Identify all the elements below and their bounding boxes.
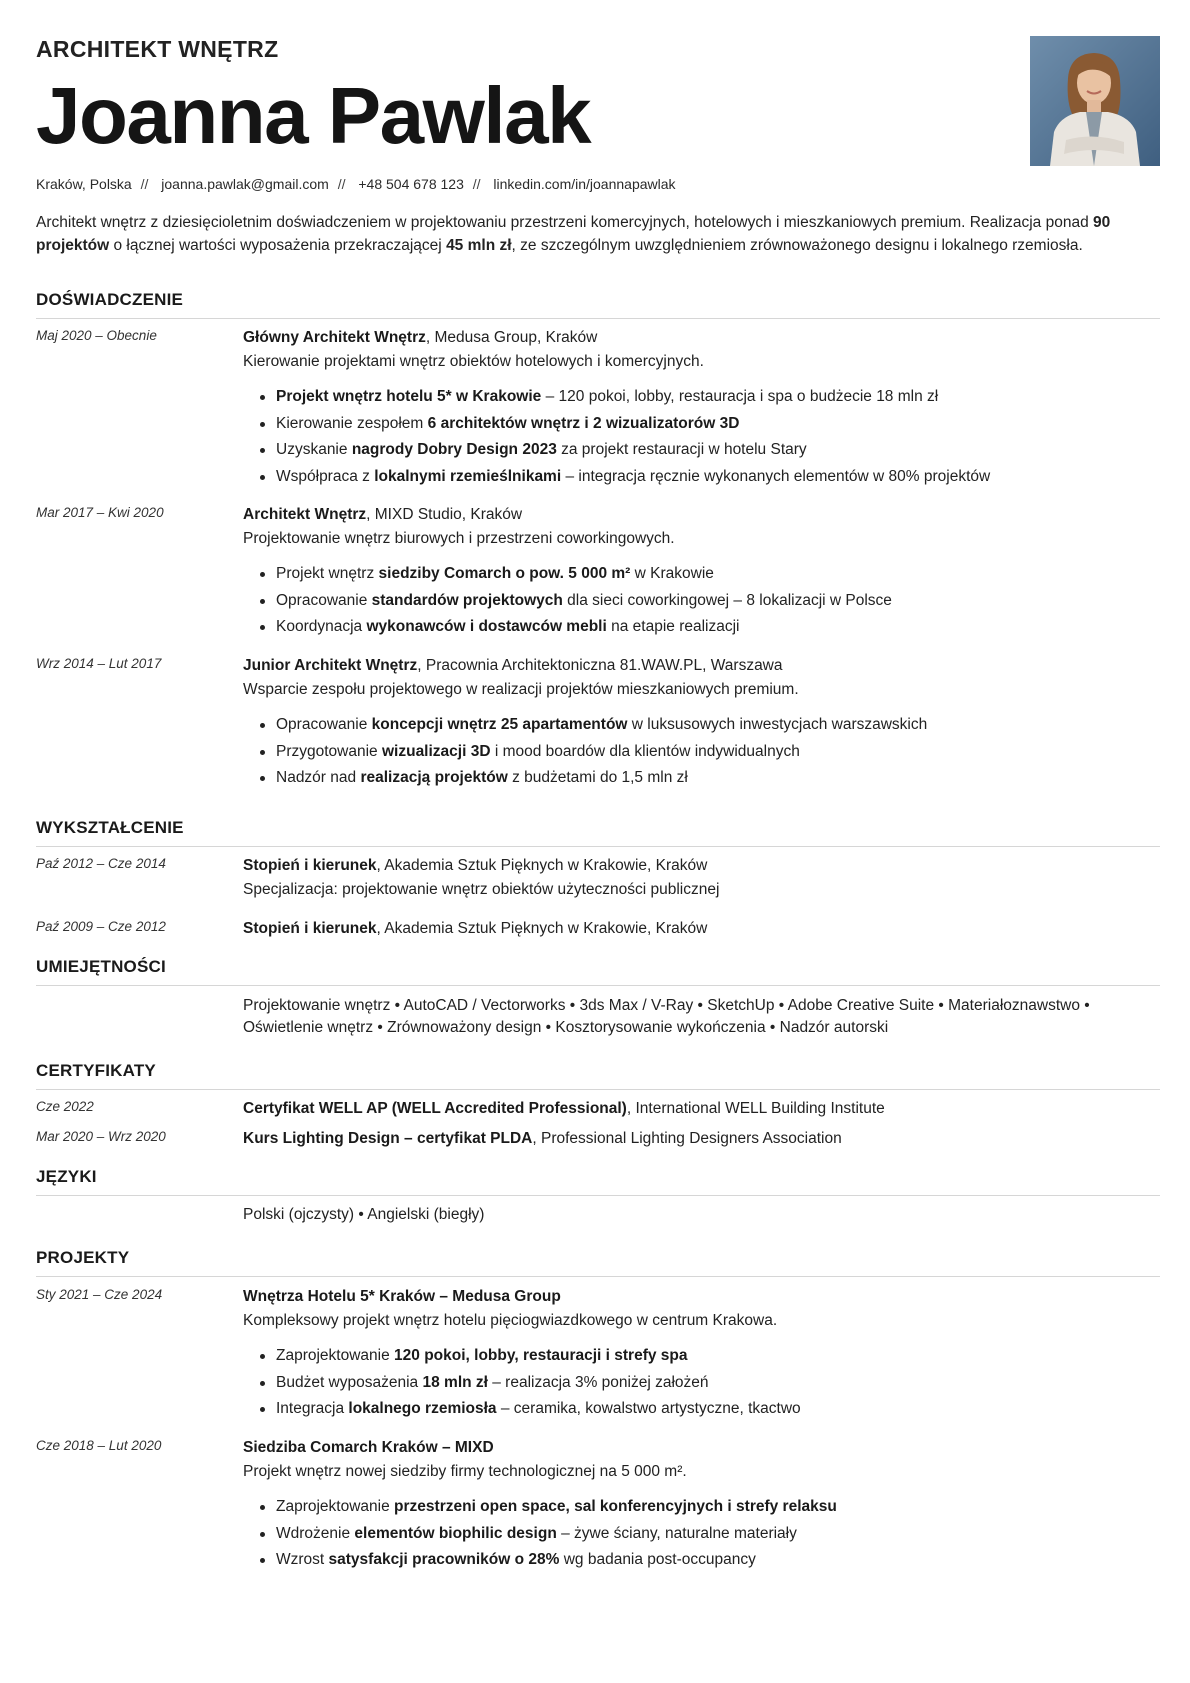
- entry-org: , Pracownia Architektoniczna 81.WAW.PL, Warszawa: [417, 657, 783, 674]
- skills-list: Projektowanie wnętrz • AutoCAD / Vectorworks • 3ds Max / V-Ray • SketchUp • Adobe Creative Suite • Materiałoznawstwo • Oświetlenie wnętrz • Zrównoważony design • Kosztorysowanie wykończenia • Nadzór autorski: [243, 997, 1090, 1036]
- entry-body: [243, 654, 1160, 792]
- entry-date: Paź 2012 – Cze 2014: [36, 856, 166, 871]
- contact-email[interactable]: joanna.pawlak@gmail.com: [161, 176, 329, 192]
- profile-photo: [1030, 36, 1160, 166]
- entry-body: [243, 917, 1160, 941]
- bullet-bold: lokalnego rzemiosła: [348, 1400, 497, 1417]
- bullet-bold: nagrody Dobry Design 2023: [351, 441, 557, 458]
- list-item: [260, 739, 1160, 766]
- entry-bullets: [243, 712, 1160, 792]
- entry-org: , Professional Lighting Designers Association: [532, 1130, 842, 1147]
- bullet-text: – ceramika, kowalstwo artystyczne, tkactwo: [496, 1400, 801, 1417]
- entry-role: Siedziba Comarch Kraków – MIXD: [243, 1439, 494, 1456]
- section-divider: [36, 1195, 1160, 1196]
- job-title: ARCHITEKT WNĘTRZ: [36, 36, 279, 62]
- projects-section: [36, 1248, 1160, 1277]
- entry-body: [243, 1097, 1160, 1121]
- bullet-text: Projekt wnętrz: [276, 565, 379, 582]
- bullet-bold: przestrzeni open space, sal konferencyjnych i strefy relaksu: [394, 1498, 837, 1515]
- entry-org: , Medusa Group, Kraków: [425, 329, 598, 346]
- entry-body: [243, 854, 1160, 902]
- bullet-text: Wzrost: [276, 1551, 329, 1568]
- bullet-bold: wykonawców i dostawców mebli: [366, 618, 607, 635]
- entry-heading: [243, 917, 1160, 941]
- list-item: [260, 437, 1160, 464]
- bullet-text: za projekt restauracji w hotelu Stary: [556, 441, 807, 458]
- entry-description: Projektowanie wnętrz biurowych i przestrzeni coworkingowych.: [243, 530, 675, 547]
- entry-description: Specjalizacja: projektowanie wnętrz obiektów użyteczności publicznej: [243, 881, 720, 898]
- entry-bullets: [243, 384, 1160, 490]
- entry-date: Mar 2020 – Wrz 2020: [36, 1129, 166, 1144]
- bullet-bold: 6 architektów wnętrz i 2 wizualizatorów 3D: [427, 414, 740, 432]
- contact-linkedin[interactable]: linkedin.com/in/joannapawlak: [493, 176, 676, 192]
- entry-heading: [243, 1436, 1160, 1460]
- bullet-text: Opracowanie: [276, 591, 372, 609]
- section-divider: [36, 985, 1160, 986]
- bullet-text: w Krakowie: [630, 565, 714, 582]
- section-title: DOŚWIADCZENIE: [36, 290, 184, 309]
- bullet-text: – integracja ręcznie wykonanych elementów w 80% projektów: [561, 467, 991, 485]
- experience-section: [36, 290, 1160, 319]
- bullet-text: Opracowanie: [276, 716, 372, 733]
- entry-body: [243, 1436, 1160, 1574]
- full-name: Joanna Pawlak: [36, 71, 591, 160]
- entry-description: Projekt wnętrz nowej siedziby firmy technologicznej na 5 000 m².: [243, 1463, 687, 1480]
- entry-description: Wsparcie zespołu projektowego w realizacji projektów mieszkaniowych premium.: [243, 681, 799, 698]
- entry-description: Kompleksowy projekt wnętrz hotelu pięciogwiazdkowego w centrum Krakowa.: [243, 1312, 778, 1329]
- section-divider: [36, 1276, 1160, 1277]
- entry-heading: [243, 654, 1160, 678]
- summary-text: Architekt wnętrz z dziesięcioletnim doświadczeniem w projektowaniu przestrzeni komercyjnych, hotelowych i mieszkaniowych premium. Realizacja ponad: [36, 214, 1094, 231]
- entry-bullets: [243, 1343, 1160, 1423]
- entry-role: Kurs Lighting Design – certyfikat PLDA: [243, 1130, 533, 1147]
- entry-heading: [243, 326, 1160, 350]
- resume-page: [36, 0, 1160, 1683]
- section-title: CERTYFIKATY: [36, 1061, 156, 1080]
- list-item: [260, 1521, 1160, 1548]
- list-item: [260, 1396, 1160, 1423]
- bullet-text: z budżetami do 1,5 mln zł: [507, 769, 688, 786]
- entry-date: Mar 2017 – Kwi 2020: [36, 505, 164, 520]
- education-section: [36, 818, 1160, 847]
- bullet-text: Nadzór nad: [276, 769, 361, 786]
- summary-highlight: 90 projektów: [36, 214, 1111, 254]
- resume-header: [36, 0, 1160, 170]
- bullet-text: Kierowanie zespołem: [276, 414, 428, 432]
- bullet-text: Integracja: [276, 1400, 349, 1417]
- bullet-bold: standardów projektowych: [371, 591, 563, 609]
- bullet-bold: 120 pokoi, lobby, restauracji i strefy spa: [394, 1347, 688, 1364]
- section-divider: [36, 318, 1160, 319]
- bullet-text: – 120 pokoi, lobby, restauracja i spa o budżecie 18 mln zł: [541, 388, 939, 405]
- entry-date: Cze 2022: [36, 1099, 94, 1114]
- bullet-text: w luksusowych inwestycjach warszawskich: [627, 716, 928, 733]
- entry-role: Certyfikat WELL AP (WELL Accredited Professional): [243, 1100, 627, 1117]
- bullet-text: – żywe ściany, naturalne materiały: [556, 1524, 797, 1542]
- entry-date: Maj 2020 – Obecnie: [36, 328, 157, 343]
- list-item: [260, 1547, 1160, 1574]
- list-item: [260, 765, 1160, 792]
- list-item: [260, 588, 1160, 615]
- list-item: [260, 1343, 1160, 1370]
- list-item: [260, 561, 1160, 588]
- bullet-text: Budżet wyposażenia: [276, 1373, 423, 1391]
- section-title: PROJEKTY: [36, 1248, 130, 1267]
- list-item: [260, 1494, 1160, 1521]
- entry-role: Junior Architekt Wnętrz: [243, 657, 418, 674]
- entry-date: Sty 2021 – Cze 2024: [36, 1287, 163, 1302]
- bullet-text: – realizacja 3% poniżej założeń: [487, 1373, 709, 1391]
- bullet-bold: elementów biophilic design: [354, 1524, 557, 1542]
- bullet-bold: 18 mln zł: [422, 1373, 488, 1391]
- entry-body: [243, 1285, 1160, 1423]
- entry-description: Kierowanie projektami wnętrz obiektów hotelowych i komercyjnych.: [243, 353, 704, 370]
- entry-role: Główny Architekt Wnętrz: [243, 329, 426, 346]
- bullet-bold: Projekt wnętrz hotelu 5* w Krakowie: [276, 388, 542, 405]
- entry-heading: [243, 1127, 1160, 1151]
- entry-date: Cze 2018 – Lut 2020: [36, 1438, 162, 1453]
- languages-list: Polski (ojczysty) • Angielski (biegły): [243, 1206, 485, 1223]
- entry-body: [243, 503, 1160, 641]
- entry-heading: [243, 1097, 1160, 1121]
- section-title: JĘZYKI: [36, 1167, 97, 1186]
- certificates-section: [36, 1061, 1160, 1090]
- entry-date: Wrz 2014 – Lut 2017: [36, 656, 162, 671]
- contact-location: Kraków, Polska: [36, 176, 132, 192]
- entry-role: Wnętrza Hotelu 5* Kraków – Medusa Group: [243, 1288, 561, 1305]
- list-item: [260, 384, 1160, 411]
- bullet-text: Koordynacja: [276, 618, 367, 635]
- entry-role: Stopień i kierunek: [243, 920, 377, 937]
- entry-heading: [243, 503, 1160, 527]
- summary-text: , ze szczególnym uwzględnieniem zrównoważonego designu i lokalnego rzemiosła.: [511, 237, 1083, 254]
- entry-heading: [243, 1285, 1160, 1309]
- bullet-text: Wdrożenie: [276, 1524, 355, 1542]
- bullet-bold: lokalnymi rzemieślnikami: [374, 467, 562, 485]
- contact-separator: //: [337, 176, 346, 192]
- bullet-text: Zaprojektowanie: [276, 1347, 395, 1364]
- entry-org: , MIXD Studio, Kraków: [366, 506, 523, 523]
- entry-body: [243, 1127, 1160, 1151]
- entry-bullets: [243, 1494, 1160, 1574]
- portrait-photo-icon: [1030, 36, 1160, 166]
- list-item: [260, 411, 1160, 438]
- bullet-text: na etapie realizacji: [606, 618, 740, 635]
- bullet-text: Współpraca z: [276, 467, 375, 485]
- list-item: [260, 712, 1160, 739]
- entry-date: Paź 2009 – Cze 2012: [36, 919, 166, 934]
- bullet-text: dla sieci coworkingowej – 8 lokalizacji w Polsce: [562, 591, 892, 609]
- section-divider: [36, 846, 1160, 847]
- entry-body: [243, 326, 1160, 490]
- entry-role: Architekt Wnętrz: [243, 506, 367, 523]
- bullet-text: Uzyskanie: [276, 441, 352, 458]
- bullet-text: Zaprojektowanie: [276, 1498, 395, 1515]
- section-divider: [36, 1089, 1160, 1090]
- list-item: [260, 464, 1160, 491]
- entry-heading: [243, 854, 1160, 878]
- bullet-bold: realizacją projektów: [360, 769, 508, 786]
- summary-text: o łącznej wartości wyposażenia przekraczającej: [109, 237, 447, 254]
- section-title: WYKSZTAŁCENIE: [36, 818, 184, 837]
- bullet-bold: koncepcji wnętrz 25 apartamentów: [371, 716, 628, 733]
- list-item: [260, 614, 1160, 641]
- bullet-bold: wizualizacji 3D: [381, 742, 491, 760]
- entry-org: , Akademia Sztuk Pięknych w Krakowie, Kraków: [376, 920, 708, 937]
- bullet-bold: siedziby Comarch o pow. 5 000 m²: [378, 565, 631, 582]
- bullet-text: wg badania post-occupancy: [559, 1551, 756, 1568]
- entry-role: Stopień i kierunek: [243, 857, 377, 874]
- bullet-text: i mood boardów dla klientów indywidualnych: [490, 742, 800, 760]
- list-item: [260, 1370, 1160, 1397]
- languages-section: [36, 1167, 1160, 1196]
- section-title: UMIEJĘTNOŚCI: [36, 957, 166, 976]
- contact-separator: //: [140, 176, 149, 192]
- entry-bullets: [243, 561, 1160, 641]
- contact-phone[interactable]: +48 504 678 123: [358, 176, 464, 192]
- skills-section: [36, 957, 1160, 986]
- summary-highlight: 45 mln zł: [446, 237, 512, 254]
- contact-separator: //: [472, 176, 481, 192]
- bullet-text: Przygotowanie: [276, 742, 382, 760]
- contact-line: [36, 176, 676, 192]
- bullet-bold: satysfakcji pracowników o 28%: [328, 1551, 560, 1568]
- entry-org: , International WELL Building Institute: [626, 1100, 885, 1117]
- profile-summary: [36, 211, 1160, 257]
- entry-org: , Akademia Sztuk Pięknych w Krakowie, Kraków: [376, 857, 708, 874]
